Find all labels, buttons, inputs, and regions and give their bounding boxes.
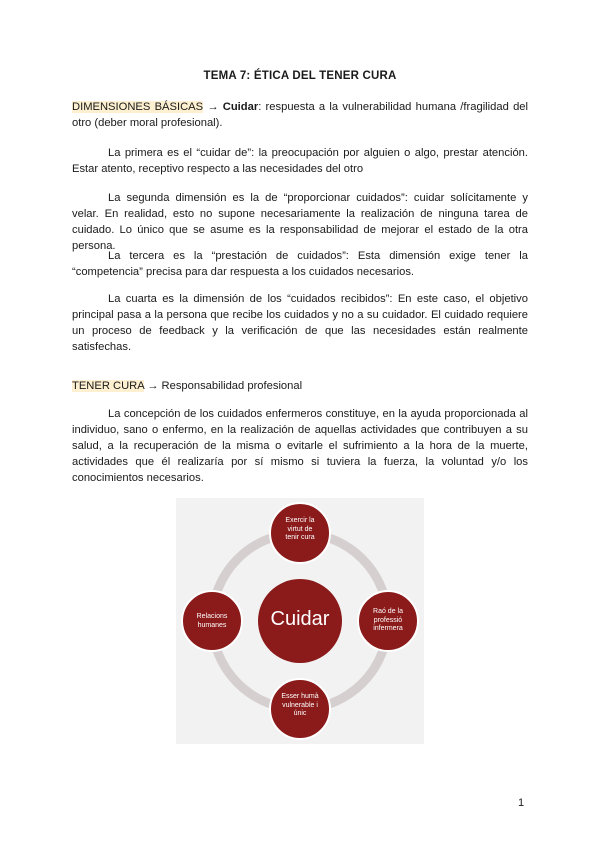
paragraph-1: La primera es el “cuidar de”: la preocupación por alguien o algo, prestar atención. Estar atento, receptivo respecto a las necesidades del otro [72,147,528,175]
left-label: Relacions humanes [196,613,228,629]
paragraph-4: La cuarta es la dimensión de los “cuidados recibidos”: En este caso, el objetivo principal pasa a la persona que recibe los cuidados y no a su cuidador. El cuidado requiere un proceso de feedback y la verificación de que las necesidades están realmente satisfechas. [72,293,528,353]
page-number: 1 [518,797,525,809]
care-cycle-diagram [176,498,424,744]
section-tener-cura [72,378,528,394]
term-cuidar: Cuidar [222,101,259,113]
section-heading-dimensiones: DIMENSIONES BÁSICAS [72,101,204,113]
paragraph-3: La tercera es la “prestación de cuidados”: Esta dimensión exige tener la “competencia” precisa para dar respuesta a los cuidados necesarios. [72,250,528,278]
arrow: → [144,380,162,392]
page-title: TEMA 7: ÉTICA DEL TENER CURA [203,70,397,82]
right-label: Raó de la professió infermera [373,608,403,632]
top-label: Exercir la virtut de tenir cura [285,517,315,541]
section-dimensiones [72,99,528,131]
section-subtitle: Responsabilidad profesional [161,380,303,392]
section-heading-tener-cura: TENER CURA [72,380,145,392]
paragraph-2: La segunda dimensión es la de “proporcionar cuidados”: cuidar solícitamente y velar. En realidad, esto no supone necesariamente la realización de ninguna tarea de cuidado. Lo único que se asume es la responsabilidad de mejorar el estado de la otra persona. [72,192,528,252]
arrow: → [203,101,223,113]
definition-text: : respuesta a la vulnerabilidad humana /fragilidad del otro (deber moral profesional). [72,101,528,129]
bottom-label: Esser humà vulnerable i únic [281,693,319,717]
center-label: Cuidar [270,608,330,630]
paragraph-tener-cura: La concepción de los cuidados enfermeros constituye, en la ayuda proporcionada al individuo, sano o enfermo, en la realización de aquellas actividades que contribuyen a su salud, a la recuperación de la misma o evitarle el sufrimiento a la hora de la muerte, actividades que él realizaría por sí mismo si tuviera la fuerza, la voluntad y/o los conocimientos necesarios. [72,408,528,484]
